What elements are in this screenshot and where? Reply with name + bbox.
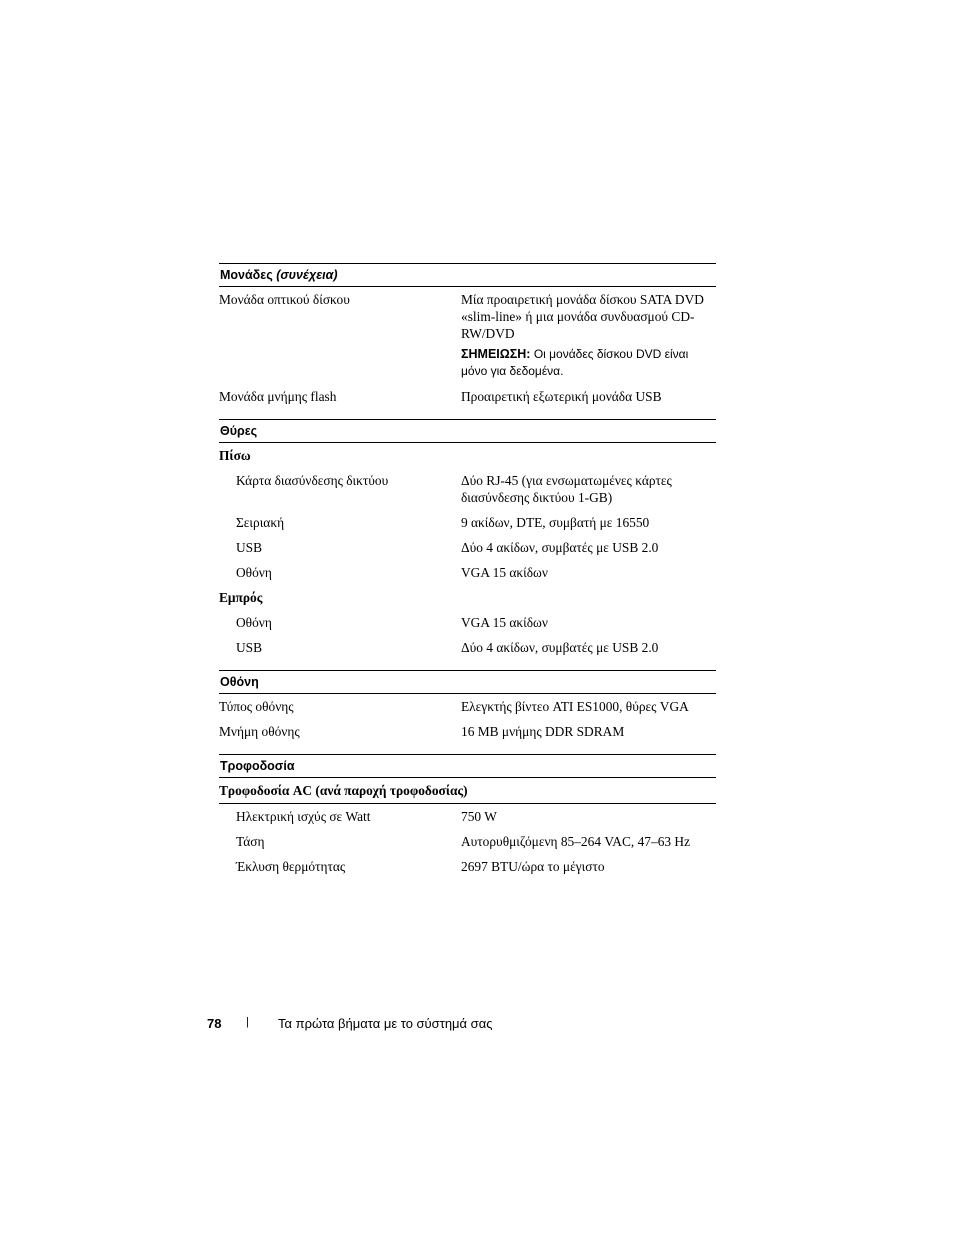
spec-label: Τάση [236, 834, 265, 849]
footer-title: Τα πρώτα βήματα με το σύστημά σας [278, 1016, 493, 1031]
section-header-drives [219, 263, 716, 287]
spec-label: Μνήμη οθόνης [219, 724, 300, 739]
spec-value: Δύο 4 ακίδων, συμβατές με USB 2.0 [461, 640, 659, 655]
footer-separator: | [246, 1016, 249, 1028]
spec-label: Οθόνη [236, 565, 272, 580]
spec-row [219, 804, 716, 829]
spec-label: USB [236, 540, 263, 555]
spec-label: Σειριακή [236, 515, 285, 530]
spec-row [219, 719, 716, 744]
spec-label: Κάρτα διασύνδεσης δικτύου [236, 473, 389, 488]
spec-row [219, 510, 716, 535]
spec-label: Έκλυση θερμότητας [236, 859, 346, 874]
subheader-front: Εμπρός [219, 590, 263, 605]
section-title-suffix: (συνέχεια) [276, 268, 338, 282]
spec-value: VGA 15 ακίδων [461, 565, 548, 580]
spec-value-cell [461, 291, 716, 380]
spec-row-flash-drive [219, 384, 716, 409]
page-number: 78 [207, 1016, 222, 1031]
spec-label: USB [236, 640, 263, 655]
spec-value: Δύο RJ-45 (για ενσωματωμένες κάρτες διασύνδεσης δικτύου 1-GB) [461, 473, 672, 505]
spec-row [219, 694, 716, 719]
spec-label: Οθόνη [236, 615, 272, 630]
spec-value: 16 MB μνήμης DDR SDRAM [461, 724, 625, 739]
spec-value: Αυτορυθμιζόμενη 85–264 VAC, 47–63 Hz [461, 834, 691, 849]
spec-value: VGA 15 ακίδων [461, 615, 548, 630]
note-label: ΣΗΜΕΙΩΣΗ: [461, 347, 531, 361]
subheader-ac-power: Τροφοδοσία AC (ανά παροχή τροφοδοσίας) [219, 778, 716, 804]
spec-label: Μονάδα οπτικού δίσκου [219, 292, 350, 307]
spec-label: Μονάδα μνήμης flash [219, 389, 337, 404]
spec-row [219, 635, 716, 660]
section-header-video: Οθόνη [219, 670, 716, 694]
spec-row [219, 535, 716, 560]
spec-value: Προαιρετική εξωτερική μονάδα USB [461, 389, 662, 404]
spec-table [219, 263, 716, 879]
spec-value: Ελεγκτής βίντεο ATI ES1000, θύρες VGA [461, 699, 689, 714]
spec-label: Ηλεκτρική ισχύς σε Watt [236, 809, 371, 824]
section-header-power: Τροφοδοσία [219, 754, 716, 778]
spec-value: 750 W [461, 809, 497, 824]
spec-value: 2697 BTU/ώρα το μέγιστο [461, 859, 605, 874]
spec-row [219, 854, 716, 879]
subheader-back: Πίσω [219, 448, 251, 463]
section-header-ports: Θύρες [219, 419, 716, 443]
spec-row [219, 560, 716, 585]
spec-row [219, 468, 716, 510]
spec-label: Τύπος οθόνης [219, 699, 294, 714]
note [461, 346, 716, 380]
spec-row-optical-drive [219, 287, 716, 384]
spec-row [219, 610, 716, 635]
section-title: Μονάδες [220, 268, 273, 282]
spec-value: 9 ακίδων, DTE, συμβατή με 16550 [461, 515, 650, 530]
spec-value: Μία προαιρετική μονάδα δίσκου SATA DVD «slim-line» ή μια μονάδα συνδυασμού CD-RW/DVD [461, 292, 704, 341]
spec-row [219, 829, 716, 854]
note-text: Οι μονάδες δίσκου DVD είναι μόνο για δεδομένα. [461, 347, 689, 378]
spec-value: Δύο 4 ακίδων, συμβατές με USB 2.0 [461, 540, 659, 555]
